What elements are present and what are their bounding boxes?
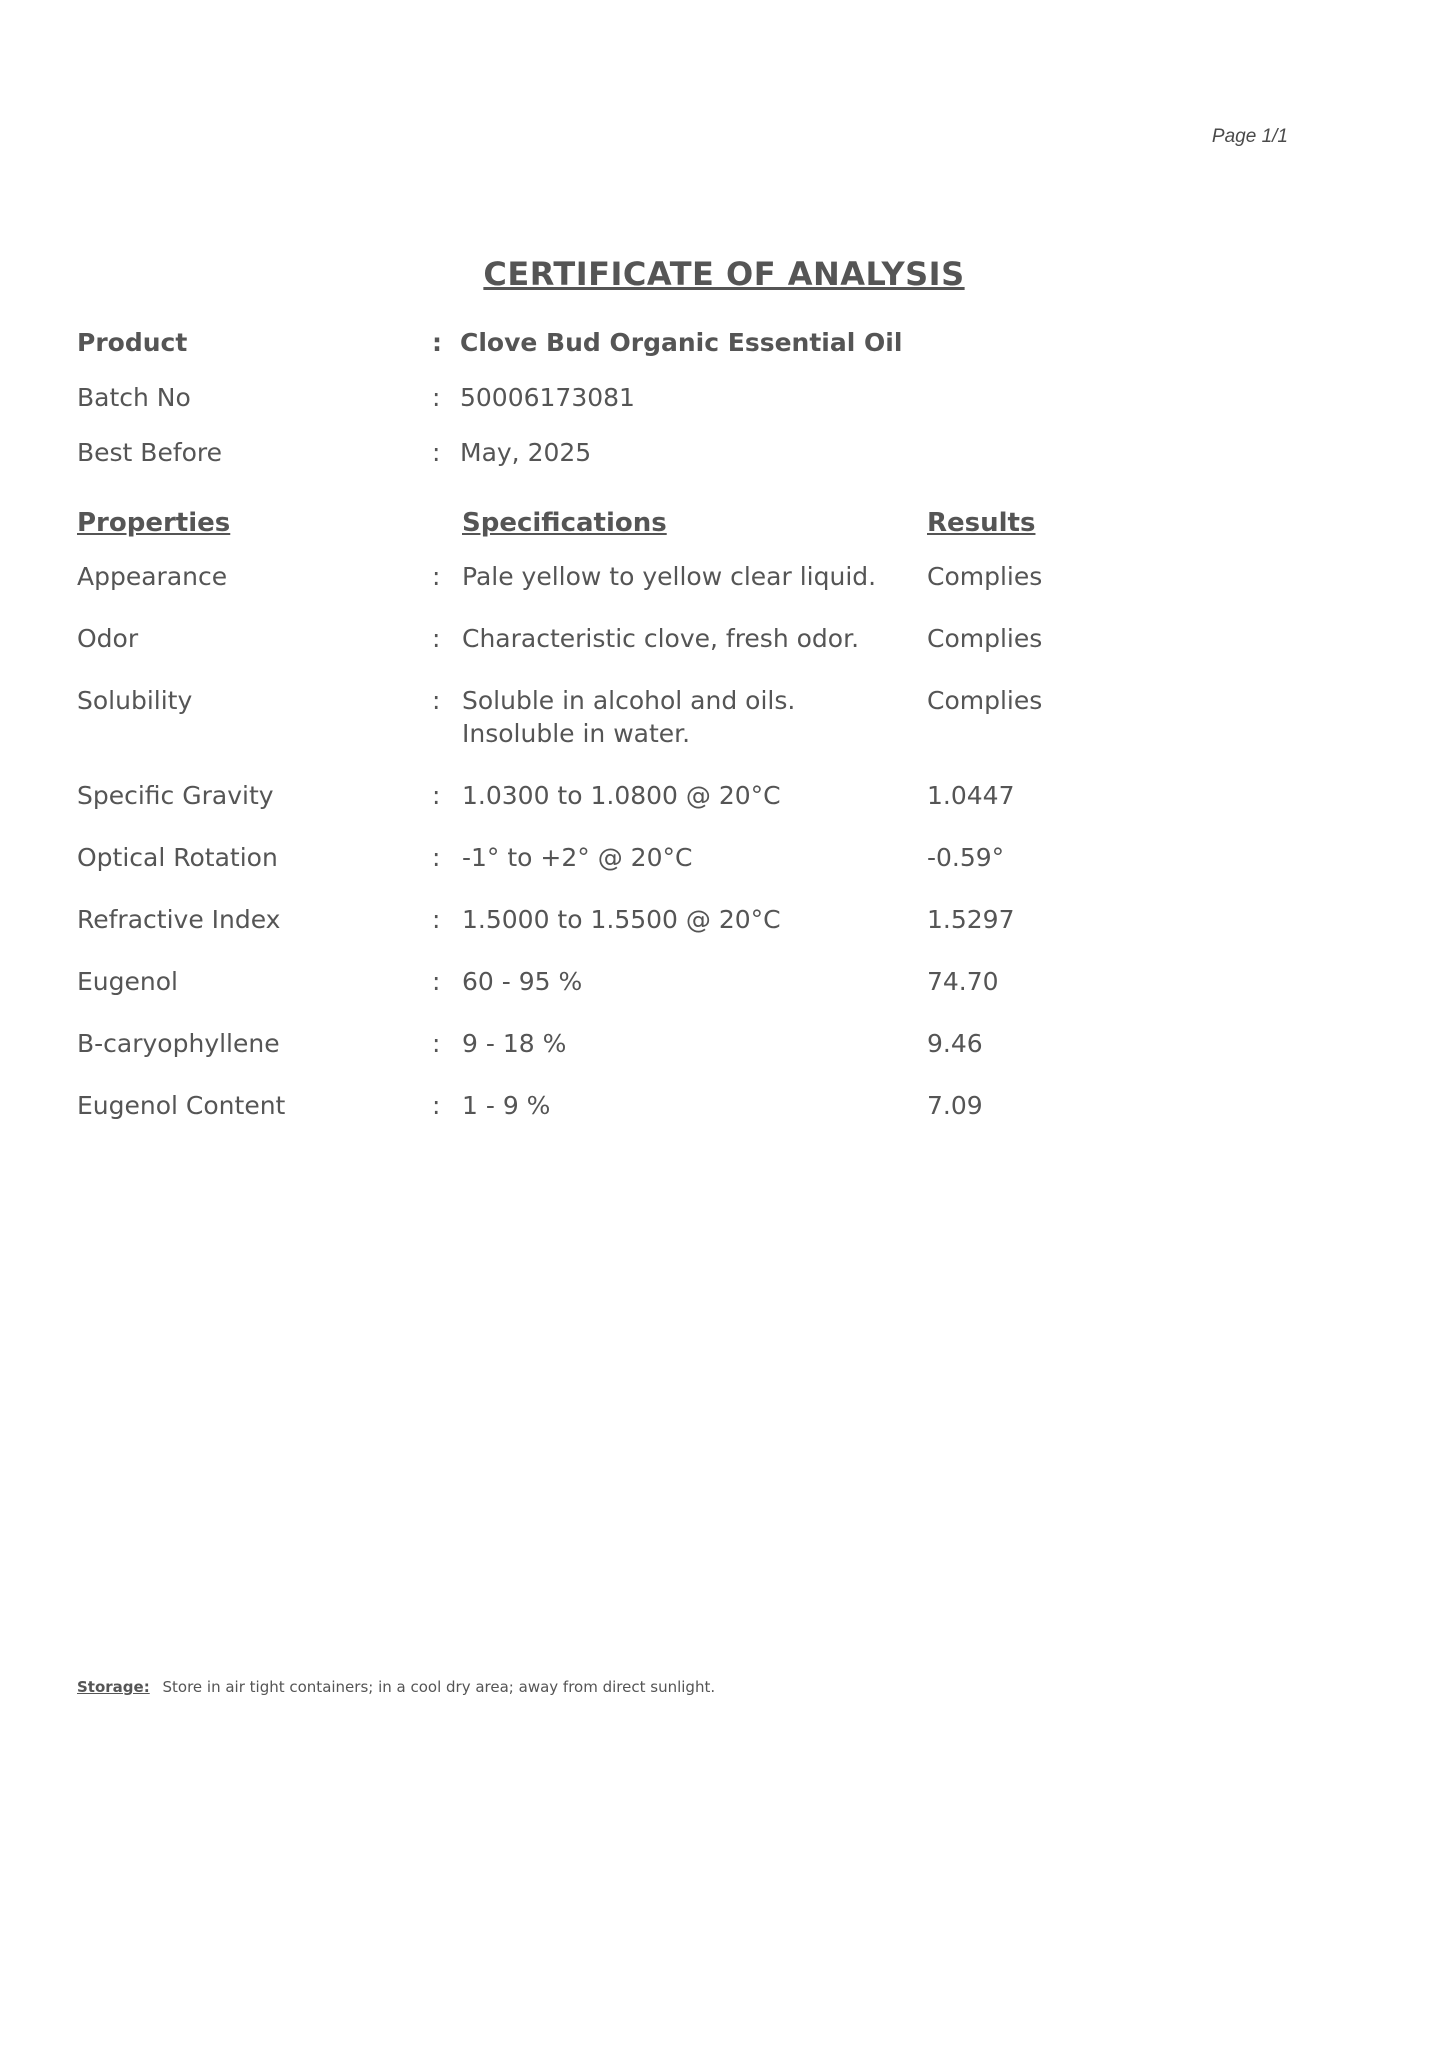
property-name: Optical Rotation	[77, 843, 278, 872]
specification-value: Pale yellow to yellow clear liquid.	[462, 562, 877, 591]
table-row	[77, 779, 1277, 812]
specification-value: 1 - 9 %	[462, 1091, 551, 1120]
table-header	[77, 508, 1277, 560]
header-specifications: Specifications	[462, 508, 667, 538]
result-value: 1.0447	[927, 781, 1015, 810]
separator: :	[432, 328, 442, 357]
specification-value: -1° to +2° @ 20°C	[462, 843, 693, 872]
property-name: Eugenol Content	[77, 1091, 286, 1120]
specification-value: Characteristic clove, fresh odor.	[462, 624, 860, 653]
result-value: 1.5297	[927, 905, 1015, 934]
separator: :	[432, 843, 441, 872]
specification-value: Soluble in alcohol and oils. Insoluble in water.	[462, 686, 796, 748]
product-info	[77, 328, 1277, 493]
storage-note	[77, 1678, 715, 1696]
result-value: Complies	[927, 624, 1043, 653]
result-value: -0.59°	[927, 843, 1005, 872]
result-value: Complies	[927, 686, 1043, 715]
result-value: Complies	[927, 562, 1043, 591]
property-name: Solubility	[77, 686, 193, 715]
table-row	[77, 841, 1277, 874]
table-row	[77, 560, 1277, 593]
product-row	[77, 328, 1277, 383]
specification-value: 9 - 18 %	[462, 1029, 567, 1058]
table-row	[77, 622, 1277, 655]
separator: :	[432, 1029, 441, 1058]
property-name: Appearance	[77, 562, 228, 591]
batch-row	[77, 383, 1277, 438]
property-name: Odor	[77, 624, 139, 653]
separator: :	[432, 686, 441, 715]
best-before-row	[77, 438, 1277, 493]
property-name: B-caryophyllene	[77, 1029, 280, 1058]
property-name: Refractive Index	[77, 905, 281, 934]
table-row	[77, 965, 1277, 998]
result-value: 9.46	[927, 1029, 983, 1058]
table-row	[77, 684, 1277, 750]
best-before-label: Best Before	[77, 438, 223, 467]
storage-text: Store in air tight containers; in a cool dry area; away from direct sunlight.	[162, 1678, 716, 1696]
separator: :	[432, 383, 441, 412]
separator: :	[432, 905, 441, 934]
table-row	[77, 1089, 1277, 1122]
specification-value: 1.0300 to 1.0800 @ 20°C	[462, 781, 781, 810]
property-name: Specific Gravity	[77, 781, 274, 810]
header-results: Results	[927, 508, 1036, 538]
property-name: Eugenol	[77, 967, 178, 996]
specification-value: 60 - 95 %	[462, 967, 583, 996]
separator: :	[432, 562, 441, 591]
header-properties: Properties	[77, 508, 231, 538]
separator: :	[432, 967, 441, 996]
separator: :	[432, 1091, 441, 1120]
storage-label: Storage:	[77, 1678, 150, 1696]
table-row	[77, 1027, 1277, 1060]
product-value: Clove Bud Organic Essential Oil	[460, 328, 903, 357]
specification-value: 1.5000 to 1.5500 @ 20°C	[462, 905, 781, 934]
properties-table	[77, 508, 1277, 1151]
batch-label: Batch No	[77, 383, 191, 412]
separator: :	[432, 781, 441, 810]
result-value: 74.70	[927, 967, 999, 996]
document-title: CERTIFICATE OF ANALYSIS	[483, 255, 965, 293]
separator: :	[432, 624, 441, 653]
product-label: Product	[77, 328, 188, 357]
separator: :	[432, 438, 441, 467]
result-value: 7.09	[927, 1091, 983, 1120]
best-before-value: May, 2025	[460, 438, 592, 467]
table-body	[77, 560, 1277, 1122]
page-number: Page 1/1	[1211, 126, 1288, 147]
batch-value: 50006173081	[460, 383, 635, 412]
table-row	[77, 903, 1277, 936]
